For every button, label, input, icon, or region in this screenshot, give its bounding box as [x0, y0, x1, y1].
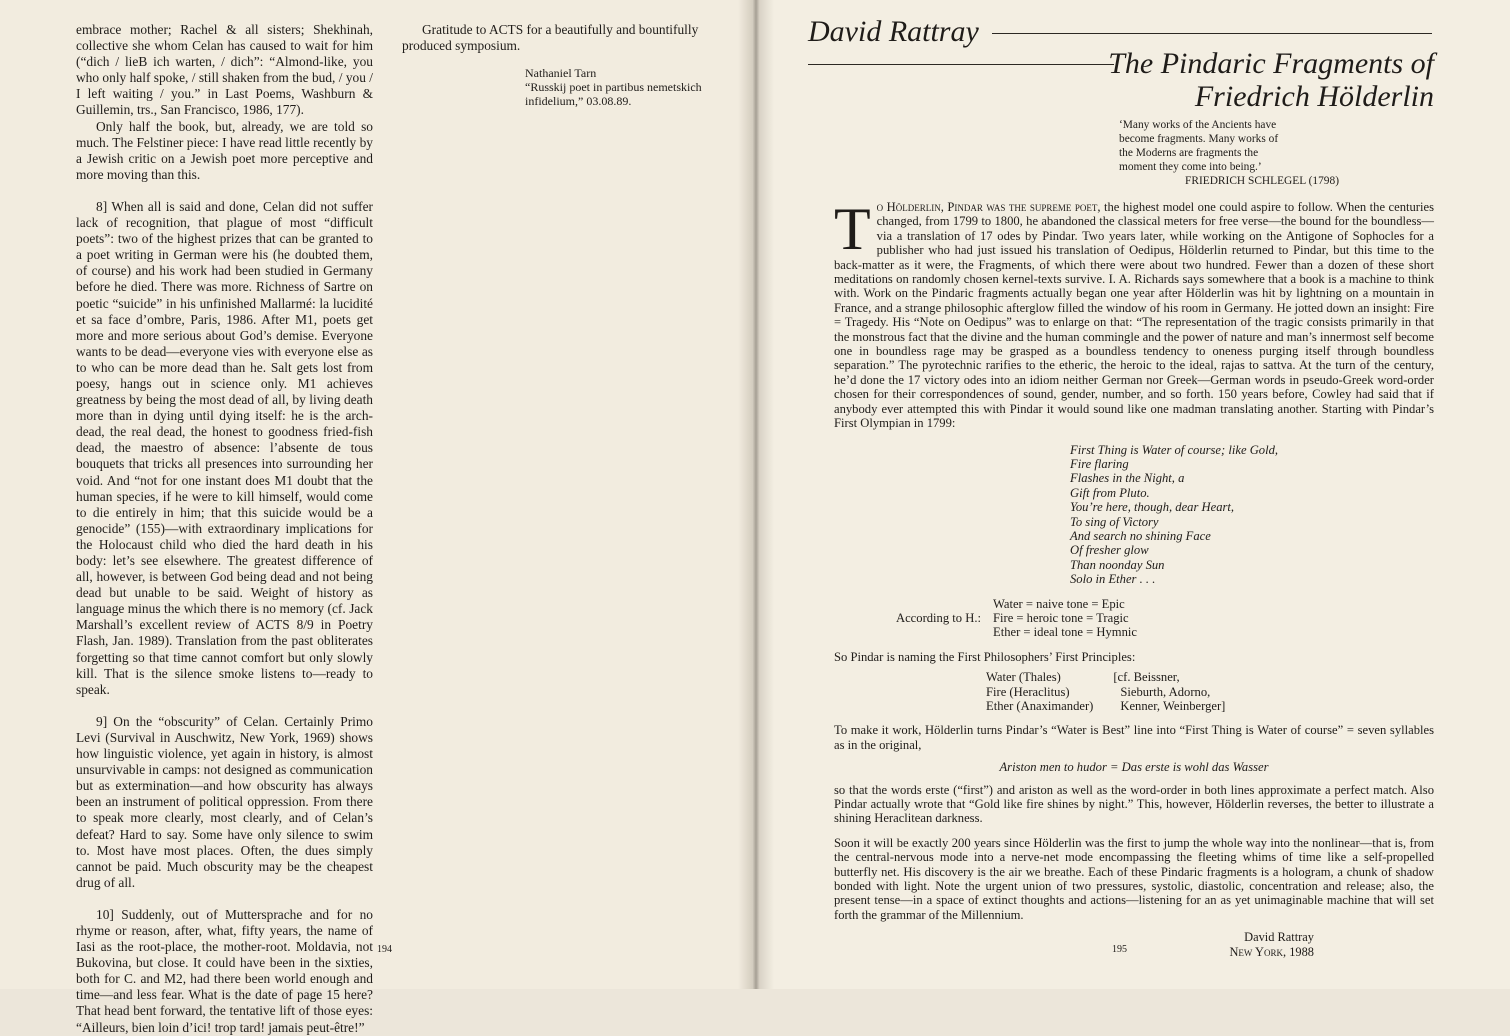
opening-text: the highest model one could aspire to follow. When the centuries changed, from 1799 to 1800, he abandoned the classical meters for free verse—the bound for the boundless—via a translation of 17 odes by Pindar. Two years later, while working on the Antigone of Sophocles for a publisher who had just issued his translation of Oedipus, Hölderlin returned to Pindar, but this time to the back-matter as it were, the Fragments, of which there were about two hundred. Fewer than a dozen of these short meditations on randomly chosen kernel-texts survive. I. A. Richards says somewhere that a book is a machine to think with. Work on the Pindaric fragments actually began one year after Hölderlin was hit by lightning on a mountain in France, and a strange philosophic afterglow filled the window of his room in Germany. He jotted down an insight: Fire = Tragedy. His “Note on Oedipus” was to enlarge on that: “The representation of the tragic consists primarily in that the monstrous fact that the divine and the human commingle and the power of nature and man’s innermost self become one in boundless rage may be grasped as a boundless tendency to oneness purging itself through boundless separation.” The pyrotechnic rarifies to the etheric, the heroic to the ideal, rajas to sattva. At the turn of the century, he’d done the 17 victory odes into an idiom neither German nor Greek—German words in pseudo-Greek word-order chosen for their correspondences of sound, gender, number, and so forth. 150 years before, Cowley had said that if anybody ever attempted this with Pindar it would sound like one madman translating another. Starting with Pindar’s First Olympian in 1799:: [834, 200, 1434, 431]
paragraph-note-10: 10] Suddenly, out of Muttersprache and for no rhyme or reason, after, what, fifty years, the name of Iasi as the root-place, the mother-root. Moldavia, not Bukovina, but close. It could have been in the sixties, both for C. and M2, had there been world enough and time—and less fear. What is the date of page 15 here? That head bent forward, the tentative lift of those eyes: “Ailleurs, bien loin d’ici! trop tard! jamais peut-être!”: [76, 906, 373, 1035]
make-it-paragraph: To make it work, Hölderlin turns Pindar’s “Water is Best” line into “First Thing is Water of course” = seven syllables as in the original,: [834, 723, 1434, 752]
according-list: [993, 597, 1137, 640]
poem-line: Fire flaring: [1070, 456, 1129, 471]
cf-list: [1113, 670, 1225, 713]
soon-paragraph: Soon it will be exactly 200 years since Hölderlin was the first to jump the whole way into the nonlinear—that is, from the central-nervous mode into a nerve-net mode encompassing the fleeting whims of time like a self-propelled butterfly net. His discovery is the air we breathe. Each of these Pindaric fragments is a hologram, a chunk of shadow bonded with light. Note the urgent union of two pressures, systolic, diastolic, concentration and release; also, the present tense—in a space of extinct thoughts and actions—listening for an as yet unimaginable machine that will set forth the grammar of the Millennium.: [834, 835, 1434, 922]
rule-top: [992, 33, 1432, 34]
principles-list: [986, 670, 1113, 713]
title-line-1: The Pindaric Fragments of: [1108, 47, 1434, 80]
signature-tarn: [525, 66, 702, 108]
poem-line: And search no shining Face: [1070, 528, 1211, 543]
poem-line: Flashes in the Night, a: [1070, 471, 1185, 486]
principle-line: Ether (Anaximander): [986, 699, 1094, 713]
cf-line: [cf. Beissner,: [1113, 670, 1180, 685]
epigraph: [1119, 118, 1339, 188]
left-column: [76, 22, 373, 1036]
page-number: 194: [377, 944, 392, 955]
signature-line: Nathaniel Tarn: [525, 66, 597, 80]
poem-line: Solo in Ether . . .: [1070, 572, 1156, 587]
paragraph-note-9: 9] On the “obscurity” of Celan. Certainly Primo Levi (Survival in Auschwitz, New York, 1969) shows how linguistic violence, yet again in history, is almost unsurvivable in camps: not designed as communication but as extermination—and how obscurity has always been an instrument of political oppression. From there to speak more clearly, most clearly, and of Celan’s defeat? Hard to say. Some have only silence to swim to. Most have most places. Often, the dues simply cannot be paid. Much obscurity may be the cheapest drug of all.: [76, 713, 373, 890]
lead-in: o Hölderlin, Pindar was the supreme poet,: [876, 200, 1101, 214]
poem: [1070, 443, 1434, 587]
rule-mid: [808, 64, 1114, 65]
naming-paragraph: So Pindar is naming the First Philosophers’ First Principles:: [834, 649, 1136, 664]
so-that-paragraph: so that the words erste (“first”) and ariston as well as the word-order in both lines approximate a perfect match. Also Pindar actually wrote that “Gold like fire shines by night.” This, however, Hölderlin reverses, the better to illustrate a shining Heraclitean darkness.: [834, 782, 1434, 826]
cf-line: Kenner, Weinberger]: [1120, 699, 1226, 713]
formula: [834, 760, 1434, 774]
epigraph-line: moment they come into being.’: [1119, 161, 1262, 173]
signature-line: infidelium,” 03.08.89.: [525, 94, 632, 108]
formula-text: Ariston men to hudor = Das erste is wohl das Wasser: [999, 760, 1269, 775]
epigraph-attribution: FRIEDRICH SCHLEGEL (1798): [1185, 175, 1339, 187]
according-table: [896, 597, 1137, 640]
according-line: Fire = heroic tone = Tragic: [993, 610, 1129, 625]
opening-paragraph: [834, 196, 1434, 431]
signature-rattray: [834, 930, 1434, 959]
poem-line: To sing of Victory: [1070, 514, 1159, 529]
right-column: [402, 22, 702, 54]
drop-cap: T: [834, 196, 871, 262]
principle-line: Fire (Heraclitus): [986, 684, 1070, 699]
paragraph-note-8: 8] When all is said and done, Celan did not suffer lack of recognition, that plague of most “difficult poets”: two of the highest prizes that can be granted to a poet writing in German were his (he doubted them, of course) and his work had been studied in Germany before he died. There was more. Richness of Sartre on poetic “suicide” in his unfinished Mallarmé: la lucidité et sa face d’ombre, Paris, 1986. After M1, poets get more and more serious about God’s demise. Everyone wants to be dead—everyone vies with everyone else as to who can be more dead than he. Salt gets lost from poesy, hangs out in science only. M1 achieves greatness by being the most dead of all, by living death more than in dying until dying itself: he is the arch-dead, the real dead, the honest to goodness fried-fish dead, the maestro of absence: l’absente de tous bouquets that tricks all presences into surrounding her void. And “not for one instant does M1 doubt that the human species, if he were to kill himself, would come to die entirely in him; that this suicide would be a genocide” (155)—with extraordinary implications for the Holocaust child who died the hard death in his body: let’s see elsewhere. The greatest difference of all, however, is between God being dead and not being dead but unable to be said. Weight of history as language minus the which there is no memory (cf. Jack Marshall’s excellent review of ACTS 8/9 in Poetry Flash, Jan. 1989). Translation from the past obliterates forgetting so that time cannot comfort but only slowly kill. That is the silence smoke listens to—ready to speak.: [76, 198, 373, 697]
principle-line: Water (Thales): [986, 670, 1061, 685]
epigraph-line: the Moderns are fragments the: [1119, 147, 1259, 159]
poem-line: Than noonday Sun: [1070, 557, 1165, 572]
poem-line: Of fresher glow: [1070, 543, 1149, 558]
signature-line: “Russkij poet in partibus nemetskich: [525, 80, 702, 94]
book-gutter: [738, 0, 774, 989]
according-line: Ether = ideal tone = Hymnic: [993, 625, 1137, 640]
poem-line: First Thing is Water of course; like Gold,: [1070, 442, 1279, 457]
epigraph-line: ‘Many works of the Ancients have: [1119, 119, 1277, 131]
paragraph: embrace mother; Rachel & all sisters; Shekhinah, collective she whom Celan has caused to wait for him (“dich / lieB ich warten, / dich”: “Almond-like, you who only half spoke, / still shaken from the bud, / you / I left waiting / you.” in Last Poems, Washburn & Guillemin, trs., San Francisco, 1986, 177).: [76, 22, 373, 118]
poem-line: Gift from Pluto.: [1070, 485, 1150, 500]
epigraph-line: become fragments. Many works of: [1119, 133, 1279, 145]
paragraph: Only half the book, but, already, we are told so much. The Felstiner piece: I have read little recently by a Jewish critic on a Jewish poet more perceptive and more moving than this.: [76, 118, 373, 182]
title-line-2: Friedrich Hölderlin: [1194, 80, 1434, 113]
according-line: Water = naive tone = Epic: [993, 596, 1125, 611]
principles-table: [986, 670, 1225, 713]
gratitude-paragraph: Gratitude to ACTS for a beautifully and bountifully produced symposium.: [402, 22, 699, 54]
article-body: [834, 196, 1434, 959]
right-page: [752, 0, 1510, 989]
left-page: [0, 0, 752, 1035]
signature-name: David Rattray: [1244, 930, 1314, 945]
poem-line: You’re here, though, dear Heart,: [1070, 500, 1235, 515]
page-number: 195: [1112, 944, 1127, 955]
author-heading: David Rattray: [808, 15, 979, 48]
according-label: According to H.:: [896, 610, 981, 625]
signature-place: New York, 1988: [1229, 944, 1314, 959]
cf-line: Sieburth, Adorno,: [1120, 684, 1211, 699]
